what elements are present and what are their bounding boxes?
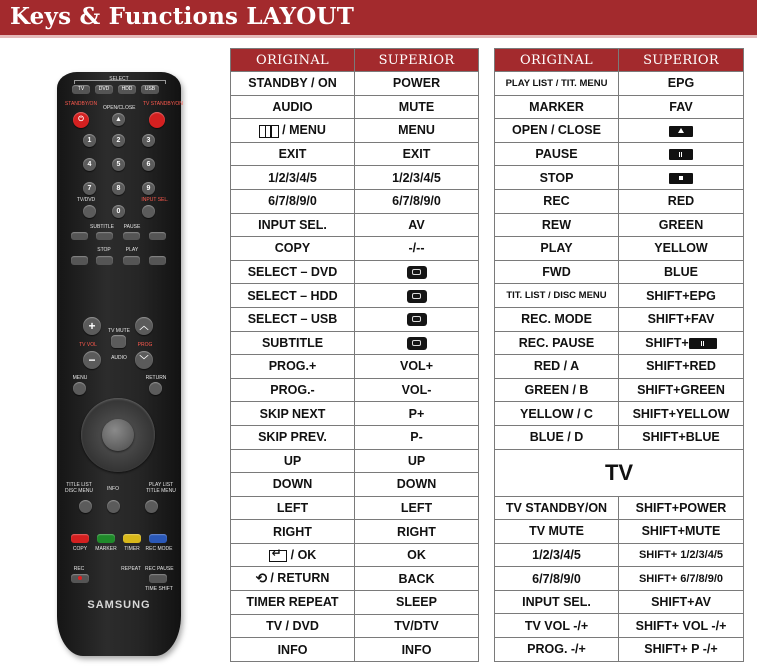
disc-menu-label: TITLE LIST DISC MENU [64, 482, 94, 494]
skip-next-button[interactable] [149, 232, 166, 240]
table-row [231, 543, 479, 567]
table-row [231, 166, 479, 190]
table-row [231, 237, 479, 261]
tv-standby-label: TV STANDBY/ON [143, 101, 183, 107]
mute-button[interactable] [111, 335, 126, 348]
digit-3-button[interactable]: 3 [142, 134, 155, 147]
superior-cell: SHIFT+EPG [619, 284, 744, 308]
superior-cell: SHIFT+RED [619, 355, 744, 379]
original-cell: DOWN [231, 473, 355, 497]
superior-cell: P- [355, 425, 479, 449]
table-header-row [495, 49, 744, 72]
superior-cell: 1/2/3/4/5 [355, 166, 479, 190]
menu-icon [259, 125, 279, 138]
table-row [231, 260, 479, 284]
table-row [495, 213, 744, 237]
original-cell: REW [495, 213, 619, 237]
superior-cell: VOL+ [355, 355, 479, 379]
original-cell [231, 543, 355, 567]
subtitle-label: SUBTITLE [90, 224, 114, 230]
tv-vol-label: TV VOL [79, 342, 97, 348]
table-row [495, 496, 744, 520]
select-label: SELECT [109, 76, 129, 82]
marker-label: MARKER [95, 546, 117, 552]
table-row [495, 520, 744, 544]
blue-button[interactable] [149, 534, 167, 543]
subtitle-key-icon [407, 337, 427, 350]
table-row [495, 378, 744, 402]
original-cell: STANDBY / ON [231, 72, 355, 96]
play-list-label: PLAY LIST TITLE MENU [146, 482, 176, 494]
table-row [231, 614, 479, 638]
original-cell: PAUSE [495, 142, 619, 166]
table-row [231, 638, 479, 662]
column-header-original: ORIGINAL [495, 49, 619, 72]
superior-cell: UP [355, 449, 479, 473]
original-cell: SUBTITLE [231, 331, 355, 355]
original-cell: RED / A [495, 355, 619, 379]
copy-label: COPY [72, 546, 88, 552]
superior-cell: EXIT [355, 142, 479, 166]
fwd-button[interactable] [149, 256, 166, 265]
table-row [495, 331, 744, 355]
digit-6-button[interactable]: 6 [142, 158, 155, 171]
superior-cell: SHIFT+ 6/7/8/9/0 [619, 567, 744, 591]
superior-cell: -/-- [355, 237, 479, 261]
superior-cell [355, 307, 479, 331]
superior-cell: BACK [355, 567, 479, 591]
original-cell: SELECT – HDD [231, 284, 355, 308]
original-cell: INPUT SEL. [495, 590, 619, 614]
table-row [495, 590, 744, 614]
table-row [495, 119, 744, 143]
superior-cell: INFO [355, 638, 479, 662]
pause-key-icon [689, 338, 717, 349]
digit-5-button[interactable]: 5 [112, 158, 125, 171]
table-row [231, 520, 479, 544]
original-cell: PLAY LIST / TIT. MENU [495, 72, 619, 96]
original-cell: PROG. -/+ [495, 638, 619, 662]
table-row [495, 614, 744, 638]
menu-label: MENU [72, 375, 88, 381]
original-cell: REC [495, 189, 619, 213]
superior-cell: YELLOW [619, 237, 744, 261]
table-row [231, 307, 479, 331]
superior-cell: MENU [355, 119, 479, 143]
original-cell [231, 567, 355, 591]
usb-key-icon [407, 313, 427, 326]
prog-up-button[interactable] [135, 317, 153, 335]
superior-cell: GREEN [619, 213, 744, 237]
select-bracket [74, 80, 166, 84]
table-row [231, 119, 479, 143]
rec-mode-label: REC MODE [145, 546, 173, 552]
original-cell: TIT. LIST / DISC MENU [495, 284, 619, 308]
remote-body [57, 72, 181, 656]
superior-cell: RED [619, 189, 744, 213]
superior-cell: EPG [619, 72, 744, 96]
table-row [231, 591, 479, 615]
superior-cell [619, 331, 744, 355]
open-close-button[interactable] [112, 113, 125, 126]
table-row [231, 213, 479, 237]
tv-section-heading: TV [495, 449, 744, 496]
remote-illustration [0, 42, 225, 671]
original-cell: 1/2/3/4/5 [231, 166, 355, 190]
original-cell: YELLOW / C [495, 402, 619, 426]
original-cell: LEFT [231, 496, 355, 520]
digit-8-button[interactable]: 8 [112, 182, 125, 195]
table-row [495, 402, 744, 426]
superior-cell [619, 119, 744, 143]
pause-button[interactable] [123, 232, 140, 240]
table-row [231, 449, 479, 473]
digit-1-button[interactable]: 1 [83, 134, 96, 147]
green-button[interactable] [97, 534, 115, 543]
vol-down-button[interactable] [83, 351, 101, 369]
info-button[interactable] [107, 500, 120, 513]
subtitle-button[interactable] [96, 232, 113, 240]
rec-label: REC [73, 566, 85, 572]
hdd-key-icon [407, 290, 427, 303]
superior-cell: SHIFT+ P -/+ [619, 638, 744, 662]
select-dvd-button[interactable]: DVD [95, 85, 113, 94]
original-cell: EXIT [231, 142, 355, 166]
superior-cell [619, 142, 744, 166]
table-row [495, 72, 744, 96]
tv-section-row [495, 449, 744, 496]
superior-cell: P+ [355, 402, 479, 426]
original-cell-text: / MENU [282, 123, 326, 138]
red-button[interactable] [71, 534, 89, 543]
table-row [495, 425, 744, 449]
tv-dvd-label: TV/DVD [76, 197, 96, 203]
table-row [231, 567, 479, 591]
rec-pause-label: REC PAUSE [145, 566, 174, 572]
table-row [495, 189, 744, 213]
menu-button[interactable] [73, 382, 86, 395]
rec-pause-button[interactable] [149, 574, 167, 583]
select-hdd-button[interactable]: HDD [118, 85, 136, 94]
original-cell: RIGHT [231, 520, 355, 544]
digit-9-button[interactable]: 9 [142, 182, 155, 195]
vol-up-button[interactable] [83, 317, 101, 335]
prog-label: PROG [137, 342, 153, 348]
superior-cell: TV/DTV [355, 614, 479, 638]
original-cell: TV / DVD [231, 614, 355, 638]
original-cell: UP [231, 449, 355, 473]
original-cell: STOP [495, 166, 619, 190]
select-usb-button[interactable]: USB [141, 85, 159, 94]
table-row [231, 72, 479, 96]
table-row [231, 142, 479, 166]
stop-button[interactable] [96, 256, 113, 265]
original-cell: SELECT – USB [231, 307, 355, 331]
superior-cell [355, 260, 479, 284]
original-cell: PROG.+ [231, 355, 355, 379]
play-button[interactable] [123, 256, 140, 265]
original-cell: 6/7/8/9/0 [495, 567, 619, 591]
superior-cell: POWER [355, 72, 479, 96]
superior-cell: 6/7/8/9/0 [355, 189, 479, 213]
table-row [231, 95, 479, 119]
original-cell: PLAY [495, 237, 619, 261]
input-sel-label: INPUT SEL. [141, 197, 169, 203]
superior-cell: SHIFT+BLUE [619, 425, 744, 449]
power-icon: ⏻ [78, 116, 84, 123]
audio-label: AUDIO [111, 355, 127, 361]
enter-icon [269, 550, 287, 562]
standby-label: STANDBY/ON [64, 101, 98, 107]
original-cell: TV MUTE [495, 520, 619, 544]
table-row [231, 331, 479, 355]
stop-key-icon [669, 173, 693, 184]
superior-cell: BLUE [619, 260, 744, 284]
table-row [231, 284, 479, 308]
table-row [495, 95, 744, 119]
left-keys-table [230, 48, 479, 662]
table-row [495, 142, 744, 166]
brand-logo: SAMSUNG [87, 599, 151, 611]
table-header-row [231, 49, 479, 72]
disc-menu-button[interactable] [79, 500, 92, 513]
rew-button[interactable] [71, 256, 88, 265]
pause-key-icon [669, 149, 693, 160]
original-cell: 1/2/3/4/5 [495, 543, 619, 567]
superior-cell: SHIFT+POWER [619, 496, 744, 520]
dvd-key-icon [407, 266, 427, 279]
original-cell: AUDIO [231, 95, 355, 119]
digit-2-button[interactable]: 2 [112, 134, 125, 147]
original-cell: COPY [231, 237, 355, 261]
chevron-down-icon: ﹀ [139, 355, 149, 365]
superior-cell: SHIFT+GREEN [619, 378, 744, 402]
superior-cell: SHIFT+AV [619, 590, 744, 614]
superior-cell: AV [355, 213, 479, 237]
table-row [231, 473, 479, 497]
superior-cell [355, 284, 479, 308]
return-label: RETURN [145, 375, 167, 381]
ok-button[interactable] [102, 419, 134, 451]
column-header-superior: SUPERIOR [619, 49, 744, 72]
table-row [231, 402, 479, 426]
original-cell: REC. MODE [495, 307, 619, 331]
original-cell: REC. PAUSE [495, 331, 619, 355]
superior-cell: RIGHT [355, 520, 479, 544]
table-row [495, 355, 744, 379]
input-sel-button[interactable] [142, 205, 155, 218]
original-cell: SKIP PREV. [231, 425, 355, 449]
info-label: INFO [107, 486, 119, 492]
superior-cell: SHIFT+ VOL -/+ [619, 614, 744, 638]
minus-icon: − [88, 353, 96, 367]
superior-cell: FAV [619, 95, 744, 119]
time-shift-label: TIME SHIFT [145, 586, 173, 592]
table-row [231, 425, 479, 449]
original-cell: MARKER [495, 95, 619, 119]
tv-dvd-button[interactable] [83, 205, 96, 218]
stop-label: STOP [97, 247, 111, 253]
return-icon: ⟲ [255, 570, 268, 587]
rec-button[interactable] [71, 574, 89, 583]
digit-7-button[interactable]: 7 [83, 182, 96, 195]
pause-label: PAUSE [123, 224, 141, 230]
superior-cell: SHIFT+ 1/2/3/4/5 [619, 543, 744, 567]
table-row [495, 284, 744, 308]
table-row [495, 260, 744, 284]
play-label: PLAY [125, 247, 139, 253]
original-cell-text: / RETURN [270, 571, 330, 586]
superior-cell [619, 166, 744, 190]
original-cell [231, 119, 355, 143]
original-cell: TV STANDBY/ON [495, 496, 619, 520]
superior-cell: VOL- [355, 378, 479, 402]
select-tv-button[interactable]: TV [72, 85, 90, 94]
original-cell: GREEN / B [495, 378, 619, 402]
play-list-button[interactable] [145, 500, 158, 513]
yellow-button[interactable] [123, 534, 141, 543]
power-button[interactable] [73, 112, 89, 128]
superior-cell: LEFT [355, 496, 479, 520]
prog-down-button[interactable] [135, 351, 153, 369]
table-row [231, 378, 479, 402]
table-row [231, 189, 479, 213]
table-row [495, 237, 744, 261]
original-cell-text: / OK [290, 548, 317, 563]
open-close-label: OPEN/CLOSE [103, 105, 136, 111]
record-dot-icon [78, 576, 82, 580]
eject-icon: ▲ [115, 116, 122, 123]
original-cell: FWD [495, 260, 619, 284]
digit-4-button[interactable]: 4 [83, 158, 96, 171]
original-cell: 6/7/8/9/0 [231, 189, 355, 213]
superior-cell: OK [355, 543, 479, 567]
timer-label: TIMER [124, 546, 140, 552]
repeat-label: REPEAT [121, 566, 141, 572]
original-cell: SKIP NEXT [231, 402, 355, 426]
column-header-superior: SUPERIOR [355, 49, 479, 72]
eject-key-icon [669, 126, 693, 137]
table-row [495, 543, 744, 567]
table-row [231, 496, 479, 520]
plus-icon: + [88, 319, 96, 333]
tv-power-button[interactable] [149, 112, 165, 128]
header-banner [0, 0, 757, 38]
return-button[interactable] [149, 382, 162, 395]
superior-cell: SHIFT+MUTE [619, 520, 744, 544]
original-cell: INPUT SEL. [231, 213, 355, 237]
table-row [495, 567, 744, 591]
superior-cell [355, 331, 479, 355]
original-cell: TIMER REPEAT [231, 591, 355, 615]
table-row [495, 166, 744, 190]
original-cell: PROG.- [231, 378, 355, 402]
chevron-up-icon: ︿ [139, 321, 149, 331]
superior-cell: SHIFT+YELLOW [619, 402, 744, 426]
original-cell: SELECT – DVD [231, 260, 355, 284]
original-cell: OPEN / CLOSE [495, 119, 619, 143]
column-header-original: ORIGINAL [231, 49, 355, 72]
superior-cell: SLEEP [355, 591, 479, 615]
right-keys-table [494, 48, 744, 662]
superior-cell: SHIFT+FAV [619, 307, 744, 331]
page-title: Keys & Functions LAYOUT [10, 3, 355, 30]
table-row [495, 638, 744, 662]
superior-cell: DOWN [355, 473, 479, 497]
original-cell: TV VOL -/+ [495, 614, 619, 638]
skip-prev-button[interactable] [71, 232, 88, 240]
original-cell: BLUE / D [495, 425, 619, 449]
tv-mute-label: TV MUTE [108, 328, 130, 334]
superior-cell-text: SHIFT+ [645, 335, 689, 350]
digit-0-button[interactable]: 0 [112, 205, 125, 218]
superior-cell: MUTE [355, 95, 479, 119]
table-row [495, 307, 744, 331]
original-cell: INFO [231, 638, 355, 662]
table-row [231, 355, 479, 379]
